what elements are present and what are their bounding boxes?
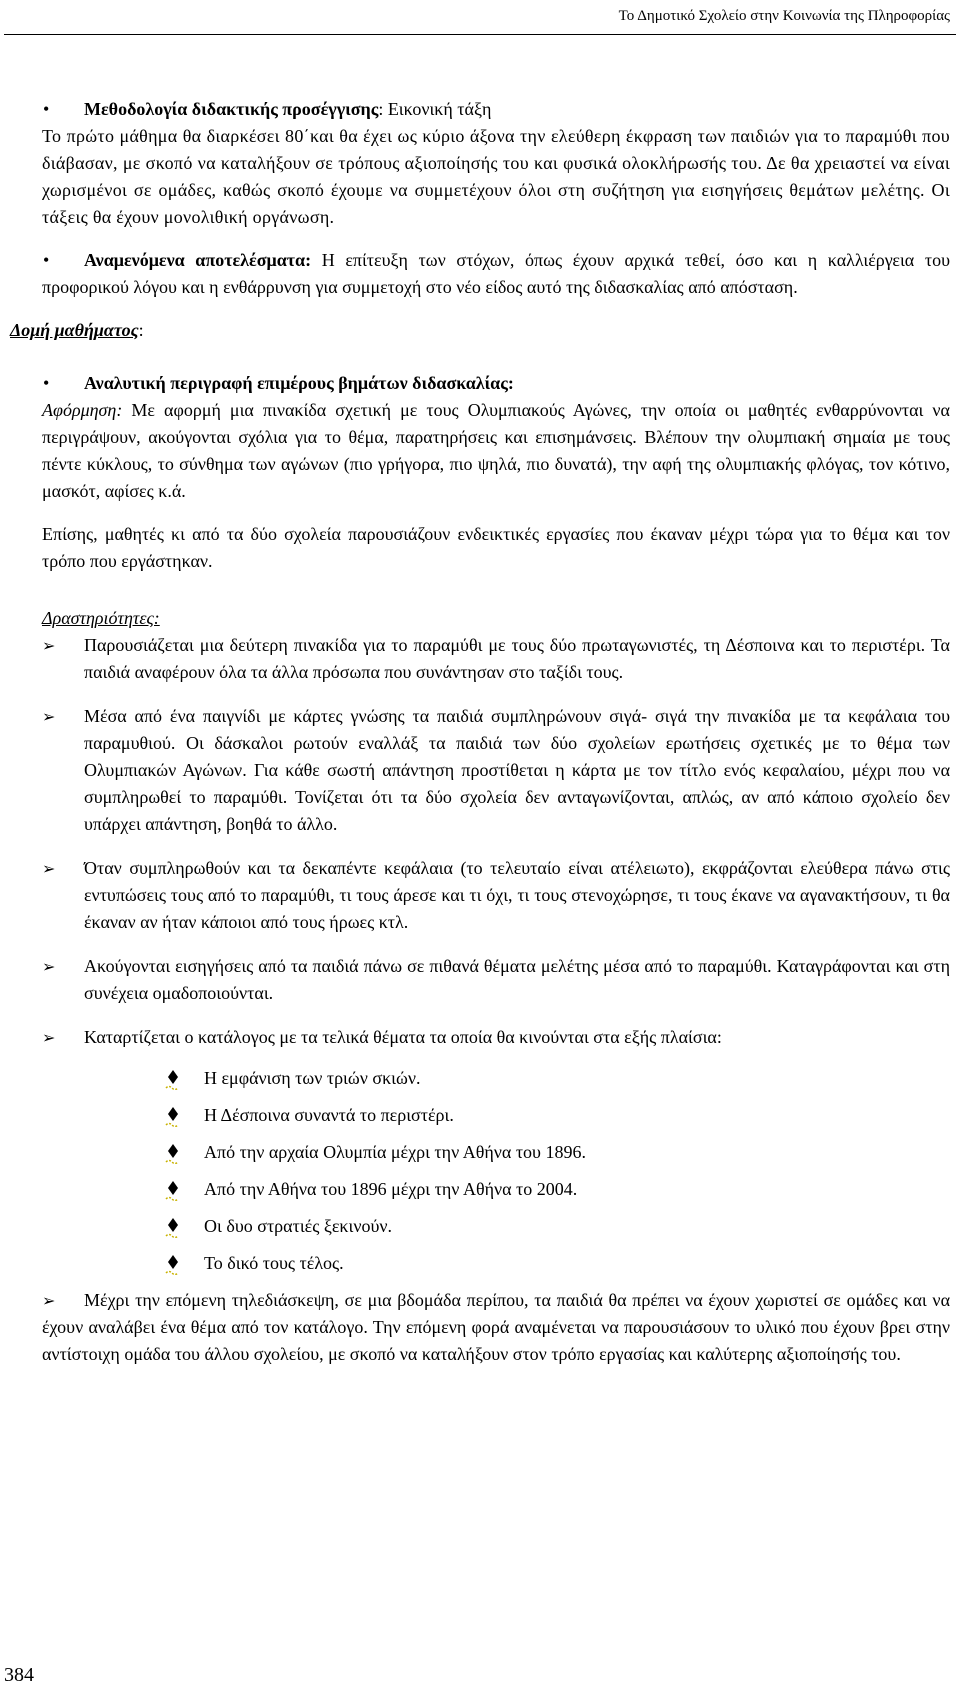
activity-item [42,1024,950,1051]
results-label: Αναμενόμενα αποτελέσματα: [84,250,312,270]
structure-heading [10,317,950,344]
topic-item [42,1176,950,1213]
final-text: Μέχρι την επόμενη τηλεδιάσκεψη, σε μια βδομάδα περίπου, τα παιδιά θα πρέπει να έχουν χωριστεί σε ομάδες και να έχουν αναλάβει ένα θέμα από τον κατάλογο. Την επόμενη φορά αναμένεται να παρουσιάσουν το υλικό που έχουν βρει στην αντίστοιχη ομάδα του άλλου σχολείου, με σκοπό να καταλήξουν στον τρόπο εργασίας και καλύτερης αξιοποίησής του. [42,1290,950,1364]
page-body [10,96,950,1368]
analysis-label: Αναλυτική περιγραφή επιμέρους βημάτων διδασκαλίας: [84,373,514,393]
topic-item [42,1250,950,1287]
diamond-bullet-icon [165,1253,181,1275]
activity-item [42,855,950,936]
arrow-bullet-icon: ➢ [42,707,56,726]
bullet-dot-icon: • [43,373,50,393]
arrow-bullet-icon: ➢ [42,957,56,976]
arrow-bullet-icon: ➢ [42,636,56,655]
diamond-bullet-icon [165,1142,181,1164]
activity-text: Μέσα από ένα παιγνίδι με κάρτες γνώσης τα παιδιά συμπληρώνουν σιγά- σιγά την πινακίδα με τα κεφάλαια του παραμυθιού. Οι δάσκαλοι ρωτούν εναλλάξ τα παιδιά των δύο σχολείων ερωτήσεις σχετικές με το θέμα των Ολυμπιακών Αγώνων. Για κάθε σωστή απάντηση προστίθεται η κάρτα με τον τίτλο ενός κεφαλαίου, μέχρι που να συμπληρωθεί το παραμύθι. Τονίζεται ότι τα δύο σχολεία δεν ανταγωνίζονται, απλώς, αν από κάποιο σχολείο δεν υπάρχει απάντηση, βοηθά το άλλο. [84,706,950,834]
topic-text: Το δικό τους τέλος. [204,1253,344,1273]
activity-text: Ακούγονται εισηγήσεις από τα παιδιά πάνω σε πιθανά θέματα μελέτης μέσα από το παραμύθι. Καταγράφονται και στη συνέχεια ομαδοποιούνται. [84,956,950,1003]
activity-text: Παρουσιάζεται μια δεύτερη πινακίδα για το παραμύθι με τους δύο πρωταγωνιστές, τη Δέσποινα και το περιστέρι. Τα παιδιά αναφέρουν όλα τα άλλα πρόσωπα που συνάντησαν στο ταξίδι τους. [84,635,950,682]
topic-item [42,1065,950,1102]
activity-item [42,953,950,1007]
trigger-paragraph [42,397,950,505]
activity-text: Όταν συμπληρωθούν και τα δεκαπέντε κεφάλαια (το τελευταίο είναι ατέλειωτο), εκφράζονται ελεύθερα πάνω στις εντυπώσεις τους από το παραμύθι, τι τους άρεσε και τι όχι, τι τους στενοχώρησε, τι τους έκανε να αγανακτήσουν, τι θα έκαναν αν ήταν κάποιοι από τους ήρωες κτλ. [84,858,950,932]
topic-item [42,1102,950,1139]
method-bullet [42,96,950,123]
activity-text: Καταρτίζεται ο κατάλογος με τα τελικά θέματα τα οποία θα κινούνται στα εξής πλαίσια: [84,1027,722,1047]
topic-text: Από την αρχαία Ολυμπία μέχρι την Αθήνα του 1896. [204,1142,586,1162]
topic-text: Η εμφάνιση των τριών σκιών. [204,1068,421,1088]
arrow-bullet-icon: ➢ [42,1028,56,1047]
bullet-dot-icon: • [43,250,50,270]
activity-item [42,632,950,686]
topic-item [42,1213,950,1250]
trigger-text: Με αφορμή μια πινακίδα σχετική με τους Ολυμπιακούς Αγώνες, την οποία οι μαθητές ενθαρρύνονται να περιγράψουν, ακούγονται σχόλια για το θέμα, παρατηρήσεις και επισημάνσεις. Βλέπουν την ολυμπιακή σημαία με τους πέντε κύκλους, το σύνθημα των αγώνων (πιο γρήγορα, πιο ψηλά, πιο δυνατά), την αφή της ολυμπιακής φλόγας, τον κότινο, μασκότ, αφίσες κ.ά. [42,400,950,501]
topic-text: Από την Αθήνα του 1896 μέχρι την Αθήνα το 2004. [204,1179,578,1199]
diamond-bullet-icon [165,1216,181,1238]
diamond-bullet-icon [165,1105,181,1127]
diamond-bullet-icon [165,1179,181,1201]
schools-paragraph: Επίσης, μαθητές κι από τα δύο σχολεία παρουσιάζουν ενδεικτικές εργασίες που έκαναν μέχρι τώρα για το θέμα και τον τρόπο που εργάστηκαν. [42,524,950,571]
header-rule [4,34,956,35]
results-text: Η επίτευξη των στόχων, όπως έχουν αρχικά τεθεί, όσο και η καλλιέργεια του προφορικού λόγου και η ενθάρρυνση για συμμετοχή στο νέο είδος αυτό της διδασκαλίας από απόσταση. [42,250,950,297]
page-number: 384 [4,1664,34,1686]
trigger-label: Αφόρμηση: [42,400,123,420]
topics-list [42,1065,950,1287]
structure-label: Δομή μαθήματος [10,320,139,340]
diamond-bullet-icon [165,1068,181,1090]
activities-heading: Δραστηριότητες: [42,608,160,628]
method-paragraph: Το πρώτο μάθημα θα διαρκέσει 80΄και θα έχει ως κύριο άξονα την ελεύθερη έκφραση των παιδιών για το παραμύθι που διάβασαν, με σκοπό να καταλήξουν σε τρόπους αξιοποίησής του και φυσικά ολοκλήρωσής του. Δε θα χρειαστεί να είναι χωρισμένοι σε ομάδες, καθώς σκοπό έχουμε να συμμετέχουν όλοι στη συζήτηση για εισηγήσεις θεμάτων μελέτης. Οι τάξεις θα έχουν μονολιθική οργάνωση. [42,126,950,227]
topic-text: Οι δυο στρατιές ξεκινούν. [204,1216,393,1236]
results-bullet [42,247,950,301]
running-header: Το Δημοτικό Σχολείο στην Κοινωνία της Πληροφορίας [618,8,950,24]
activities-list [42,632,950,1051]
arrow-bullet-icon: ➢ [42,859,56,878]
topic-text: Η Δέσποινα συναντά το περιστέρι. [204,1105,454,1125]
arrow-bullet-icon: ➢ [42,1291,56,1310]
structure-colon: : [138,320,144,340]
analysis-bullet [42,370,950,397]
method-value: : Εικονική τάξη [378,99,492,119]
method-label: Μεθοδολογία διδακτικής προσέγγισης [84,99,379,119]
topic-item [42,1139,950,1176]
activity-item [42,703,950,838]
bullet-dot-icon: • [43,99,50,119]
final-paragraph [42,1287,950,1368]
